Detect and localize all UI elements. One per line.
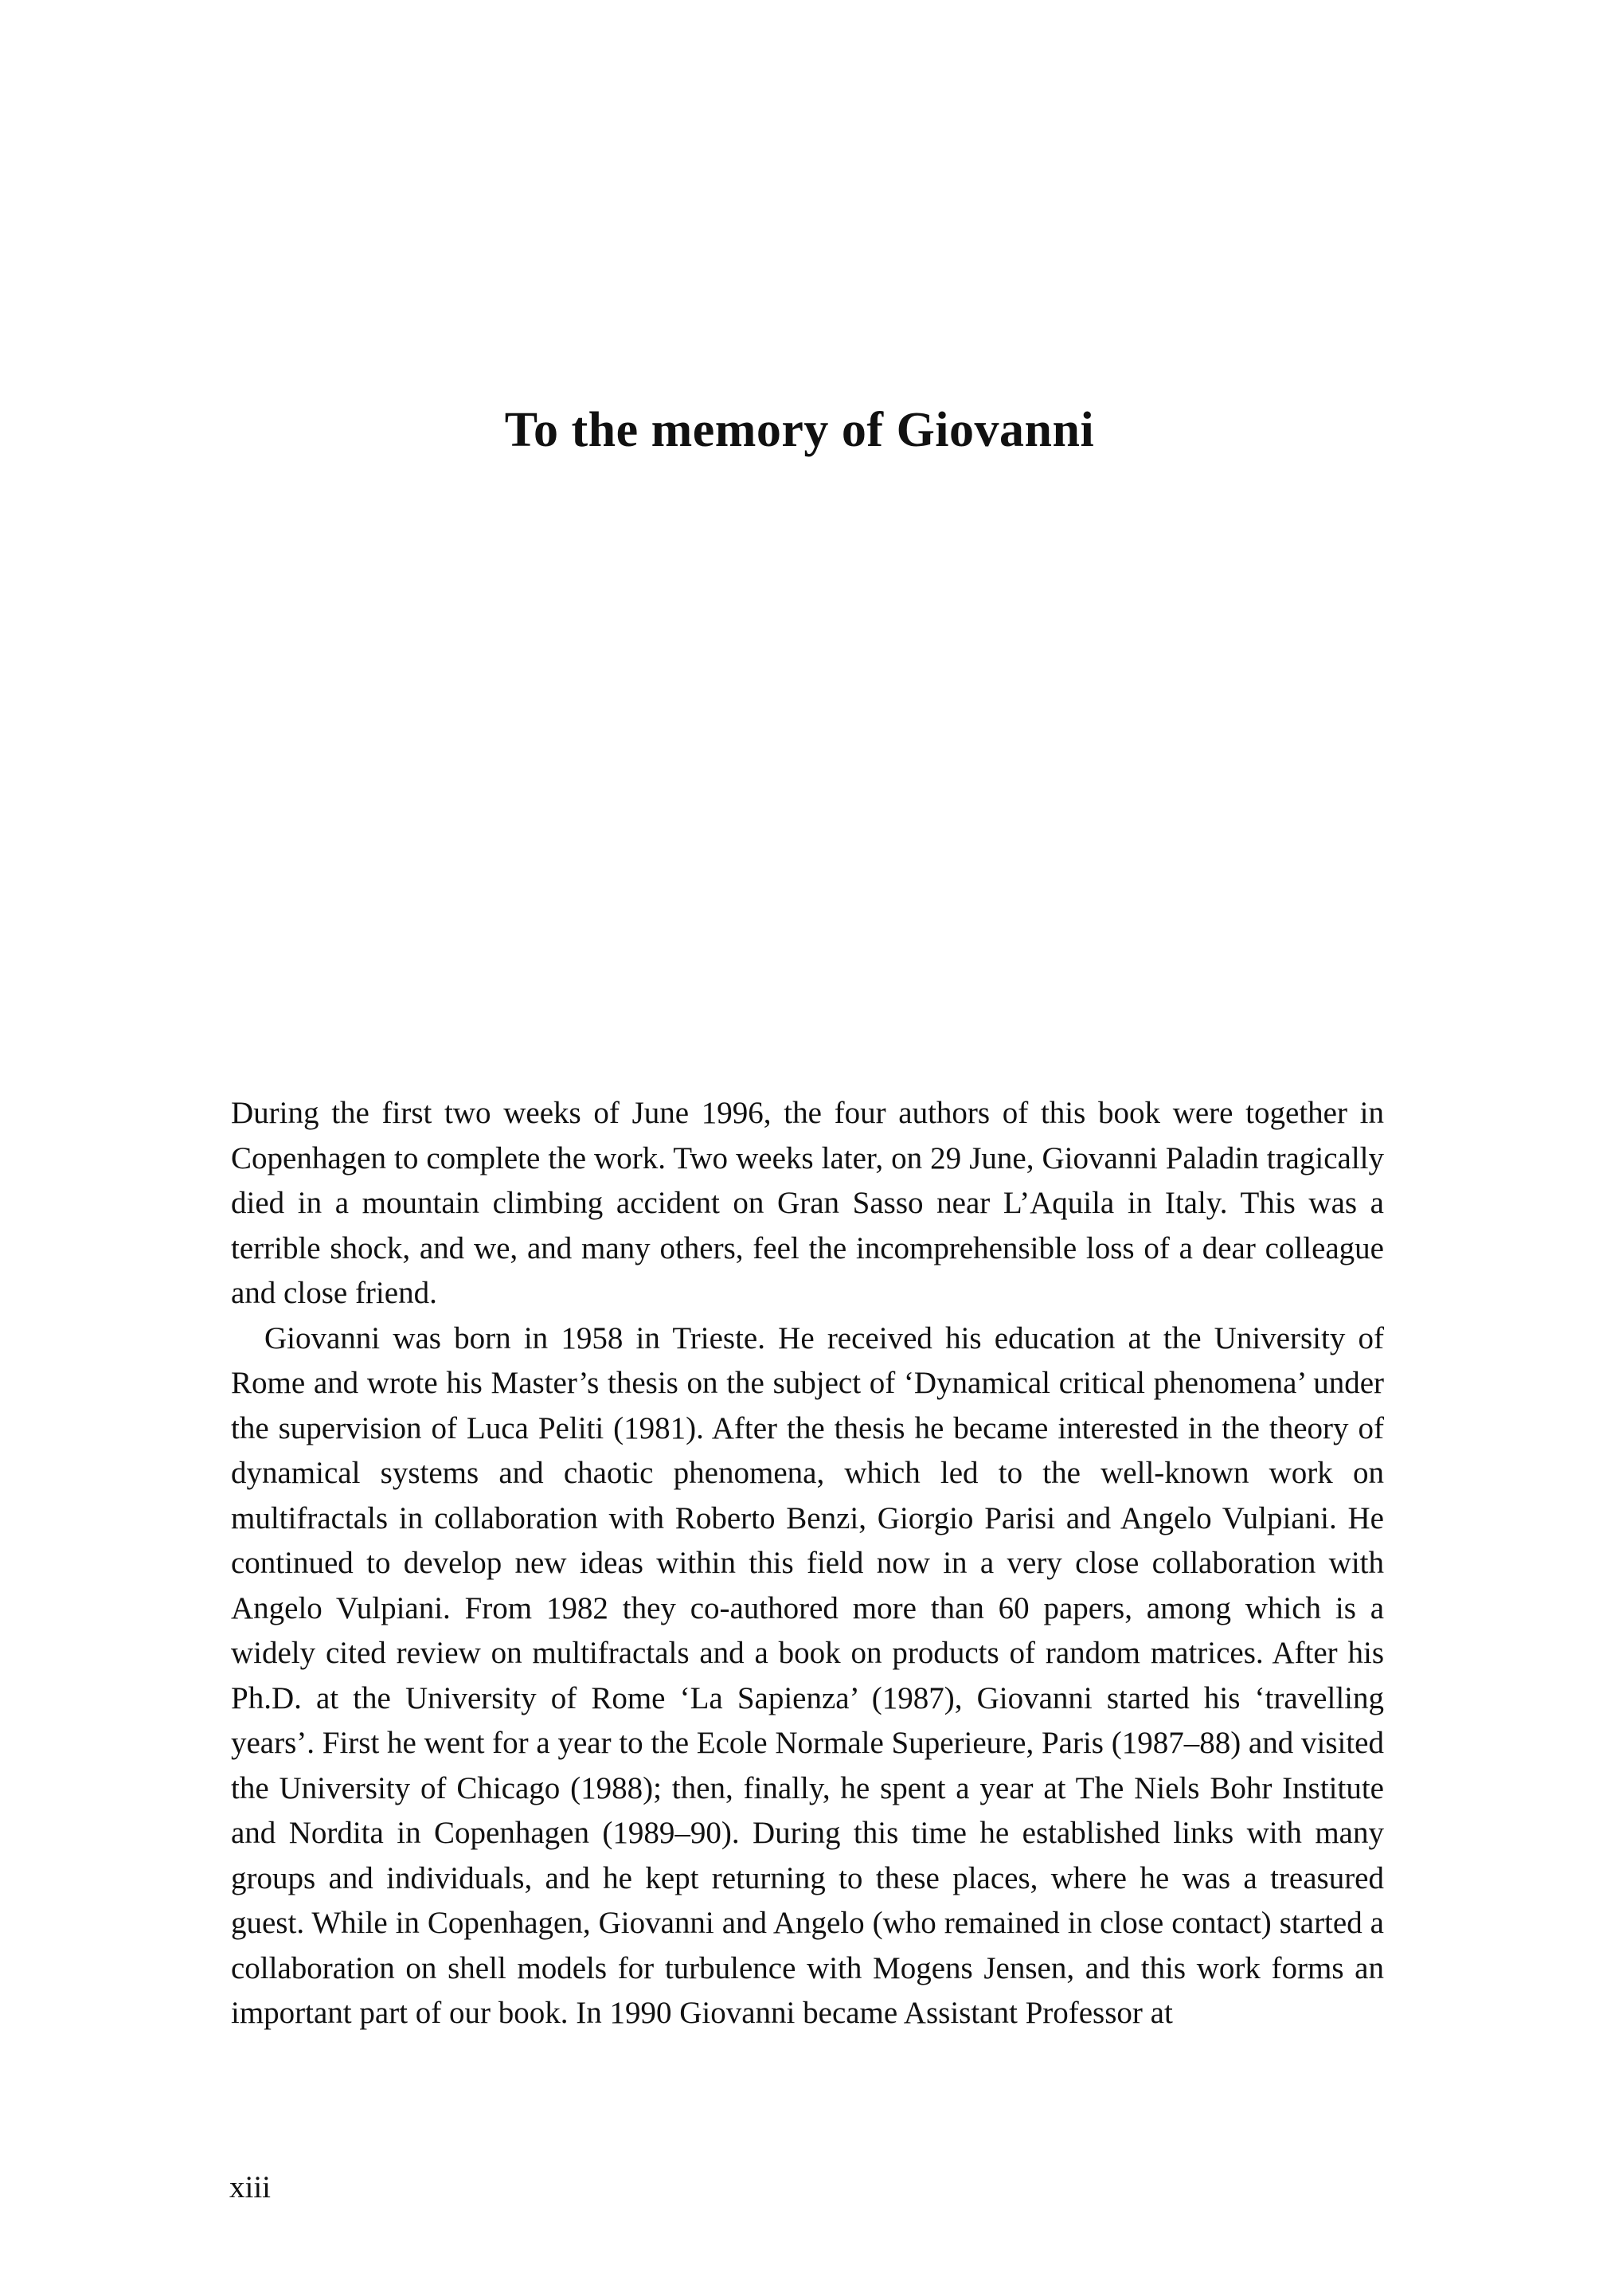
page-number: xiii bbox=[229, 2170, 272, 2204]
body-text bbox=[231, 1091, 1384, 2036]
paragraph-2: Giovanni was born in 1958 in Trieste. He received his education at the University of Rome and wrote his Master’s thesis on the subject of ‘Dynamical critical phenomena’ under the supervision of Luca Peliti (1981). After the thesis he became interested in the theory of dynamical systems and chaotic phenomena, which led to the well-known work on multifractals in collaboration with Roberto Benzi, Giorgio Parisi and Angelo Vulpiani. He continued to develop new ideas within this field now in a very close collaboration with Angelo Vulpiani. From 1982 they co-authored more than 60 papers, among which is a widely cited review on multifractals and a book on products of random matrices. After his Ph.D. at the University of Rome ‘La Sapienza’ (1987), Giovanni started his ‘travelling years’. First he went for a year to the Ecole Normale Superieure, Paris (1987–88) and visited the University of Chicago (1988); then, finally, he spent a year at The Niels Bohr Institute and Nordita in Copenhagen (1989–90). During this time he established links with many groups and individuals, and he kept returning to these places, where he was a treasured guest. While in Copenhagen, Giovanni and Angelo (who remained in close contact) started a collaboration on shell models for turbulence with Mogens Jensen, and this work forms an important part of our book. In 1990 Giovanni became Assistant Professor at bbox=[231, 1320, 1384, 2030]
dedication-title: To the memory of Giovanni bbox=[504, 403, 1095, 457]
paragraph-1: During the first two weeks of June 1996, the four authors of this book were together in Copenhagen to complete the work. Two weeks later, on 29 June, Giovanni Paladin tragically died in a mountain climbing accident on Gran Sasso near L’Aquila in Italy. This was a terrible shock, and we, and many others, feel the incomprehensible loss of a dear colleague and close friend. bbox=[231, 1096, 1384, 1310]
